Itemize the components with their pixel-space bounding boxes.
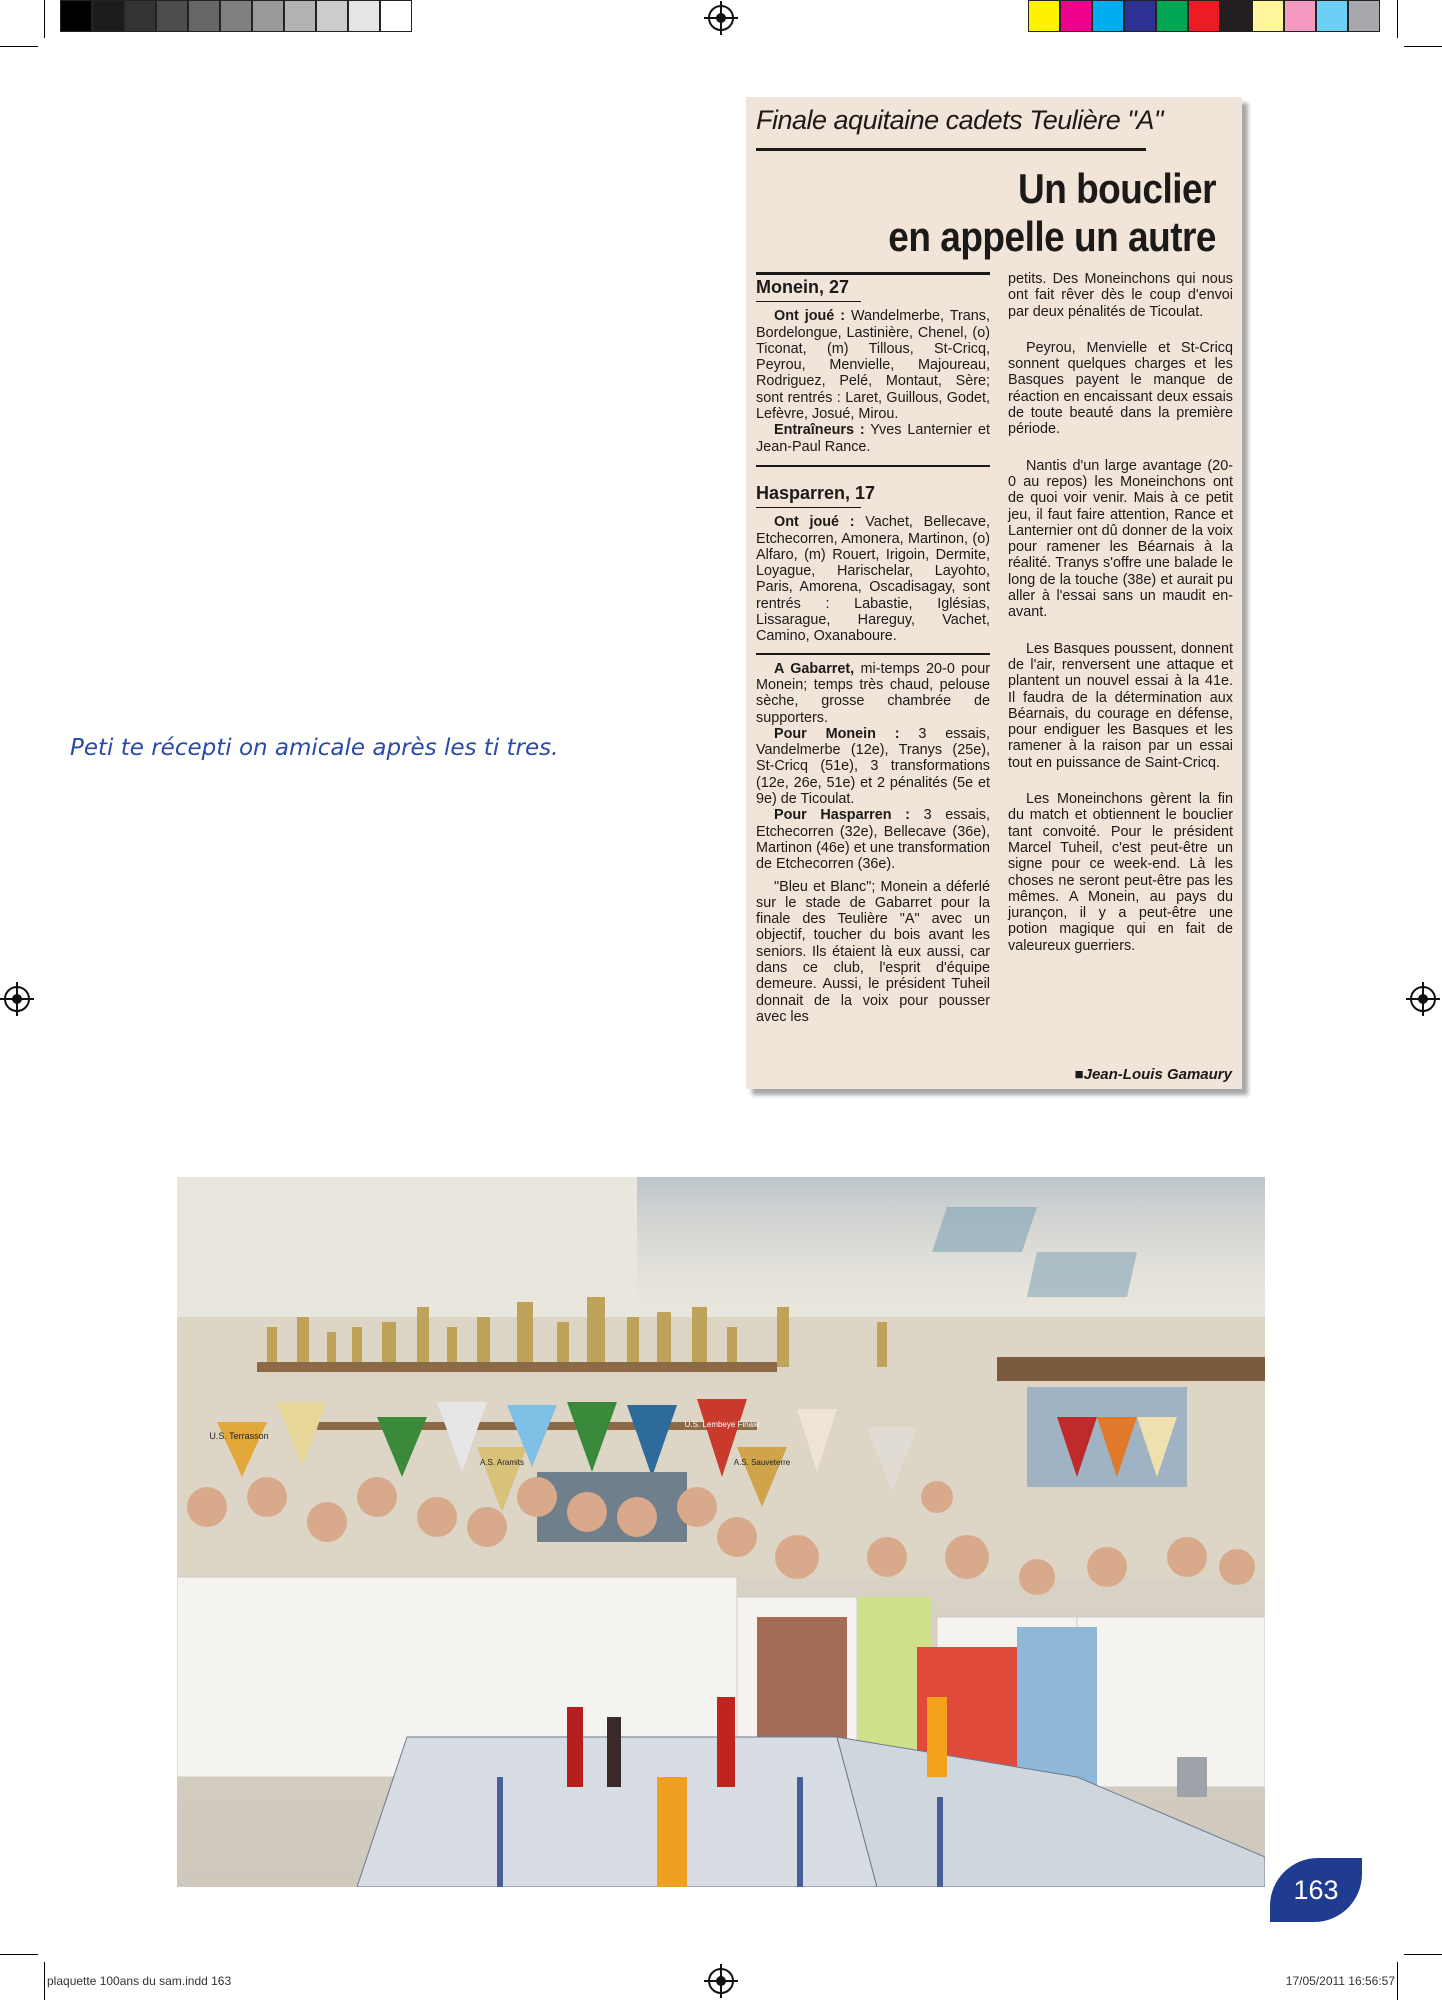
bottle	[567, 1707, 583, 1787]
headline-line-2: en appelle un autre	[888, 214, 1216, 261]
section-divider	[756, 653, 990, 655]
article-paragraph-2: petits. Des Moneinchons qui nous ont fait rêver dès le coup d'envoi par deux pénalités de Ticoulat.	[1008, 271, 1233, 320]
page-number-badge	[1270, 1858, 1362, 1922]
pennant-text: A.S. Sauveterre	[733, 1458, 791, 1467]
photo-illustration	[177, 1177, 1265, 1887]
color-swatch	[252, 0, 284, 32]
color-swatch	[1348, 0, 1380, 32]
registration-mark-top	[708, 5, 734, 31]
bottle	[927, 1697, 947, 1777]
crop-mark	[0, 46, 38, 47]
kicker-rule	[756, 148, 1146, 151]
crop-mark	[1404, 46, 1442, 47]
slug-filename: plaquette 100ans du sam.indd 163	[47, 1974, 232, 1988]
reception-photo	[177, 1177, 1265, 1887]
color-swatch	[1252, 0, 1284, 32]
crop-mark	[1397, 0, 1398, 38]
slug-timestamp: 17/05/2011 16:56:57	[1285, 1974, 1395, 1988]
bottle	[1177, 1757, 1207, 1797]
color-swatch	[220, 0, 252, 32]
scorers2-label: Pour Hasparren :	[774, 807, 910, 824]
color-swatch	[156, 0, 188, 32]
article-paragraph-6: Les Moneinchons gèrent la fin du match et obtiennent le bouclier tant convoité. Pour le président Marcel Tuheil, c'est peut-être un signe pour ce week-end. Là les choses ne seront peut-être pas les mêmes. A Monein, au pays du jurançon, il y a peut-être une potion magique qui en fait de valeureux guerriers.	[1008, 791, 1233, 954]
crop-mark	[1404, 1954, 1442, 1955]
color-swatch	[60, 0, 92, 32]
color-swatch	[316, 0, 348, 32]
pennant-text: A.S. Aramits	[479, 1458, 525, 1467]
team2-lineup: Vachet, Bellecave, Etchecorren, Amonera, Martinon, (o) Alfaro, (m) Rouert, Irigoin, Dermite, Loyague, Harischelar, Layohto, Paris, Amorena, Oscadisagay, sont rentrés : Labastie, Iglésias, Lissarague, Hareguy, Vachet, Camino, Oxanaboure.	[756, 514, 991, 645]
article-kicker: Finale aquitaine cadets Teulière "A"	[756, 105, 1163, 135]
registration-mark-bottom	[708, 1968, 734, 1994]
photo-caption: Peti te récepti on amicale après les ti tres.	[70, 735, 559, 761]
team2-lineup-label: Ont joué :	[774, 514, 855, 531]
coaches-label: Entraîneurs :	[774, 422, 865, 439]
article-paragraph-4: Nantis d'un large avantage (20-0 au repos) les Moneinchons ont de quoi voir venir. Mais à ce petit jeu, il faut faire attention, Rance et Lanternier ont dû donner de la voix pour ramener les Béarnais à la réalité. Tranys s'offre une balade le long de la touche (38e) et aurait pu aller à l'essai sans un maudit en-avant.	[1008, 457, 1233, 621]
bottle	[717, 1697, 735, 1787]
color-swatch	[1124, 0, 1156, 32]
crop-mark	[0, 1954, 38, 1955]
color-swatch	[1156, 0, 1188, 32]
color-swatch	[1028, 0, 1060, 32]
column-rule-left	[756, 272, 990, 275]
article-column-left	[756, 279, 990, 1025]
match-info: mi-temps 20-0 pour Monein; temps très chaud, pelouse sèche, grosse chambrée de supporters.	[756, 660, 990, 726]
trophy-shelf	[257, 1362, 777, 1372]
team1-lineup-label: Ont joué :	[774, 308, 846, 325]
color-swatch	[1220, 0, 1252, 32]
article-column-right	[1008, 271, 1233, 954]
team2-score: Hasparren, 17	[756, 482, 876, 503]
section-rule	[756, 507, 861, 508]
color-swatch	[1316, 0, 1348, 32]
match-label: A Gabarret,	[774, 660, 855, 677]
article-headline	[806, 165, 1216, 261]
color-swatch	[92, 0, 124, 32]
gray-swatch-bar	[60, 0, 412, 32]
team1-score: Monein, 27	[756, 277, 850, 297]
table-leg	[937, 1797, 943, 1887]
color-swatch-bar	[1028, 0, 1380, 32]
registration-mark-left	[4, 986, 30, 1012]
headline-line-1: Un bouclier	[1017, 166, 1216, 213]
registration-mark-right	[1410, 986, 1436, 1012]
article-paragraph-5: Les Basques poussent, donnent de l'air, renversent une attaque et plantent un nouvel essai à la 41e. Il faudra de la détermination aux Béarnais, du courage en défense, pour endiguer les Basques et les ramener à la raison par un essai tout en puissance de Saint-Cricq.	[1008, 640, 1233, 771]
team1-lineup: Wandelmerbe, Trans, Bordelongue, Lastinière, Chenel, (o) Ticonat, (m) Tillous, St-Cricq, Peyrou, Menvielle, Majoureau, Rodriguez, Pelé, Montaut, Sère; sont rentrés : Laret, Guillous, Godet, Lefèvre, Josué, Mirou.	[756, 308, 990, 423]
color-swatch	[380, 0, 412, 32]
crop-mark	[1397, 1962, 1398, 2000]
person-shirt	[757, 1617, 847, 1757]
person-shirt	[1017, 1627, 1097, 1787]
article-paragraph-3: Peyrou, Menvielle et St-Cricq sonnent quelques charges et les Basques payent le manque de réaction en encaissant deux essais de toute beauté dans la première période.	[1008, 339, 1233, 438]
color-swatch	[1188, 0, 1220, 32]
article-byline: ■Jean-Louis Gamaury	[1074, 1066, 1232, 1083]
newspaper-clipping	[746, 97, 1242, 1089]
color-swatch	[1092, 0, 1124, 32]
wall-map	[537, 1472, 687, 1542]
color-swatch	[1284, 0, 1316, 32]
scorers1-label: Pour Monein :	[774, 725, 900, 742]
pennant-text: U.S. Lembeye Finale	[684, 1420, 760, 1429]
table-leg	[797, 1777, 803, 1887]
section-divider	[756, 465, 990, 467]
color-swatch	[124, 0, 156, 32]
crop-mark	[44, 1962, 45, 2000]
table-leg	[497, 1777, 503, 1887]
color-swatch	[1060, 0, 1092, 32]
coaches: Yves Lanternier et Jean-Paul Rance.	[756, 422, 990, 455]
byline-name: Jean-Louis Gamaury	[1083, 1066, 1232, 1083]
bottle	[607, 1717, 621, 1787]
article-paragraph-1: "Bleu et Blanc"; Monein a déferlé sur le stade de Gabarret pour la finale des Teulière "A" avec un objectif, toucher du bois avant les seniors. Ils étaient là eux aussi, car dans ce club, l'esprit d'équipe demeure. Aussi, le président Tuheil donnait de la voix pour pousser avec les	[756, 878, 990, 1025]
scorers2: 3 essais, Etchecorren (32e), Bellecave (36e), Martinon (46e) et une transformation de Etchecorren (36e).	[756, 807, 990, 873]
page-number: 163	[1293, 1875, 1339, 1905]
wooden-beam	[997, 1357, 1265, 1381]
bottle	[657, 1777, 687, 1887]
ceiling-panel	[1027, 1252, 1137, 1297]
scorers1: 3 essais, Vandelmerbe (12e), Tranys (25e), St-Cricq (51e), 3 transformations (12e, 26e, 51e) et 2 pénalités (5e et 9e) de Ticoulat.	[756, 725, 990, 808]
color-swatch	[188, 0, 220, 32]
section-rule	[756, 301, 861, 302]
crop-mark	[44, 0, 45, 38]
pennant-text: U.S. Terrasson	[209, 1431, 269, 1441]
ceiling-panel	[932, 1207, 1037, 1252]
color-swatch	[284, 0, 316, 32]
color-swatch	[348, 0, 380, 32]
